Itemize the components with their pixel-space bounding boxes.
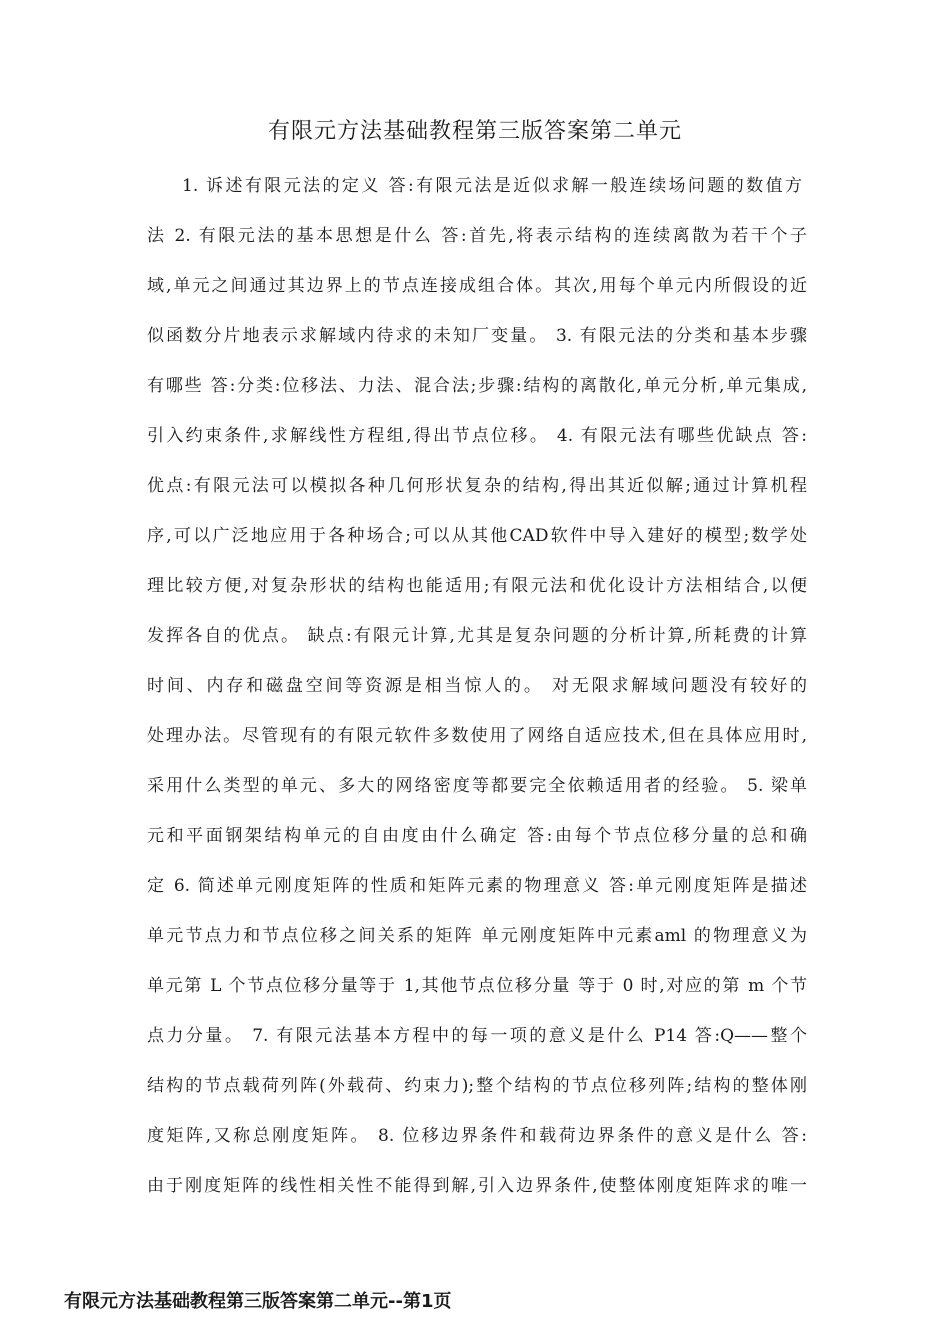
body-line: 1. 诉述有限元法的定义 答:有限元法是近似求解一般连续场问题的数值方 xyxy=(182,176,802,196)
body-line: 度矩阵,又称总刚度矩阵。 8. 位移边界条件和载荷边界条件的意义是什么 答: xyxy=(147,1126,807,1146)
body-line: 有哪些 答:分类:位移法、力法、混合法;步骤:结构的离散化,单元分析,单元集成, xyxy=(147,376,807,396)
body-line: 采用什么类型的单元、多大的网络密度等都要完全依赖适用者的经验。 5. 梁单 xyxy=(147,776,807,796)
body-line: 由于刚度矩阵的线性相关性不能得到解,引入边界条件,使整体刚度矩阵求的唯一 xyxy=(147,1176,807,1196)
body-line: 时间、内存和磁盘空间等资源是相当惊人的。 对无限求解域问题没有较好的 xyxy=(147,676,807,696)
body-line: 定 6. 简述单元刚度矩阵的性质和矩阵元素的物理意义 答:单元刚度矩阵是描述 xyxy=(147,876,807,896)
body-line: 元和平面钢架结构单元的自由度由什么确定 答:由每个节点位移分量的总和确 xyxy=(147,826,807,846)
body-line: 域,单元之间通过其边界上的节点连接成组合体。其次,用每个单元内所假设的近 xyxy=(147,276,807,296)
body-line: 单元节点力和节点位移之间关系的矩阵 单元刚度矩阵中元素aml 的物理意义为 xyxy=(147,926,807,946)
document-title: 有限元方法基础教程第三版答案第二单元 xyxy=(267,119,682,144)
body-line: 序,可以广泛地应用于各种场合;可以从其他CAD软件中导入建好的模型;数学处 xyxy=(147,526,807,546)
page-footer: 有限元方法基础教程第三版答案第二单元--第1页 xyxy=(64,1291,452,1312)
body-line: 法 2. 有限元法的基本思想是什么 答:首先,将表示结构的连续离散为若干个子 xyxy=(147,226,807,246)
body-line: 似函数分片地表示求解域内待求的未知厂变量。 3. 有限元法的分类和基本步骤 xyxy=(147,326,807,346)
body-line: 点力分量。 7. 有限元法基本方程中的每一项的意义是什么 P14 答:Q——整个 xyxy=(147,1026,807,1046)
body-line: 发挥各自的优点。 缺点:有限元计算,尤其是复杂问题的分析计算,所耗费的计算 xyxy=(147,626,807,646)
body-line: 优点:有限元法可以模拟各种几何形状复杂的结构,得出其近似解;通过计算机程 xyxy=(147,476,807,496)
body-line: 理比较方便,对复杂形状的结构也能适用;有限元法和优化设计方法相结合,以便 xyxy=(147,576,807,596)
body-line: 结构的节点载荷列阵(外载荷、约束力);整个结构的节点位移列阵;结构的整体刚 xyxy=(147,1076,807,1096)
body-line: 引入约束条件,求解线性方程组,得出节点位移。 4. 有限元法有哪些优缺点 答: xyxy=(147,426,807,446)
body-line: 单元第 L 个节点位移分量等于 1,其他节点位移分量 等于 0 时,对应的第 m 个节 xyxy=(147,976,807,996)
body-line: 处理办法。尽管现有的有限元软件多数使用了网络自适应技术,但在具体应用时, xyxy=(147,726,807,746)
